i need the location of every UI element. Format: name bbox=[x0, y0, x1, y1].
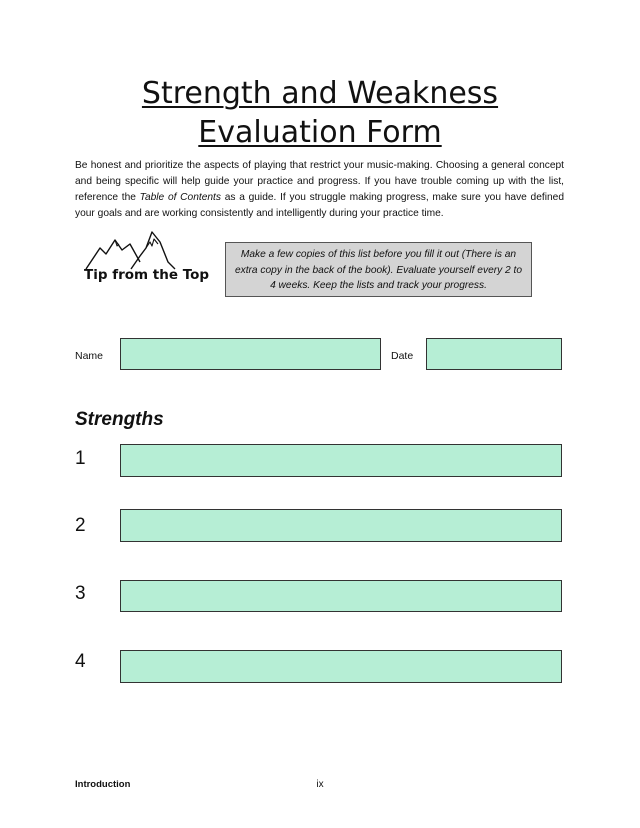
title-line-1: Strength and Weakness bbox=[141, 76, 499, 111]
strengths-heading: Strengths bbox=[75, 409, 164, 430]
strength-number-4: 4 bbox=[75, 651, 86, 672]
mountain-icon bbox=[78, 228, 208, 272]
intro-text-part1: Be honest and prioritize the aspects of playing that restrict your music-making. Choosing a general concept and being specific will help guide your practice and progress. If you have trouble coming up with the list, reference the bbox=[75, 160, 564, 203]
strength-field-4[interactable] bbox=[120, 650, 562, 683]
tip-box: Make a few copies of this list before you fill it out (There is an extra copy in the back of the book). Evaluate yourself every 2 to 4 weeks. Keep the lists and track your progress. bbox=[225, 242, 532, 297]
date-label: Date bbox=[391, 350, 414, 362]
strength-number-3: 3 bbox=[75, 583, 86, 604]
name-field[interactable] bbox=[120, 338, 381, 370]
title-line-2: Evaluation Form bbox=[198, 115, 442, 150]
strength-field-3[interactable] bbox=[120, 580, 562, 612]
page-title bbox=[0, 74, 640, 152]
date-field[interactable] bbox=[426, 338, 562, 370]
name-label: Name bbox=[75, 350, 104, 362]
footer-section-label: Introduction bbox=[75, 779, 131, 790]
footer-page-number: ix bbox=[316, 779, 324, 790]
intro-text-part2: as a guide. If you struggle making progress, make sure you have defined your goals and are working consistently and intelligently during your practice time. bbox=[75, 192, 564, 219]
tip-logo bbox=[78, 228, 218, 292]
strength-number-2: 2 bbox=[75, 515, 86, 536]
strength-field-1[interactable] bbox=[120, 444, 562, 477]
intro-paragraph bbox=[75, 158, 564, 222]
strength-field-2[interactable] bbox=[120, 509, 562, 542]
intro-text-italic: Table of Contents bbox=[139, 192, 221, 203]
strength-number-1: 1 bbox=[75, 448, 86, 469]
tip-logo-label: Tip from the Top bbox=[84, 267, 210, 283]
